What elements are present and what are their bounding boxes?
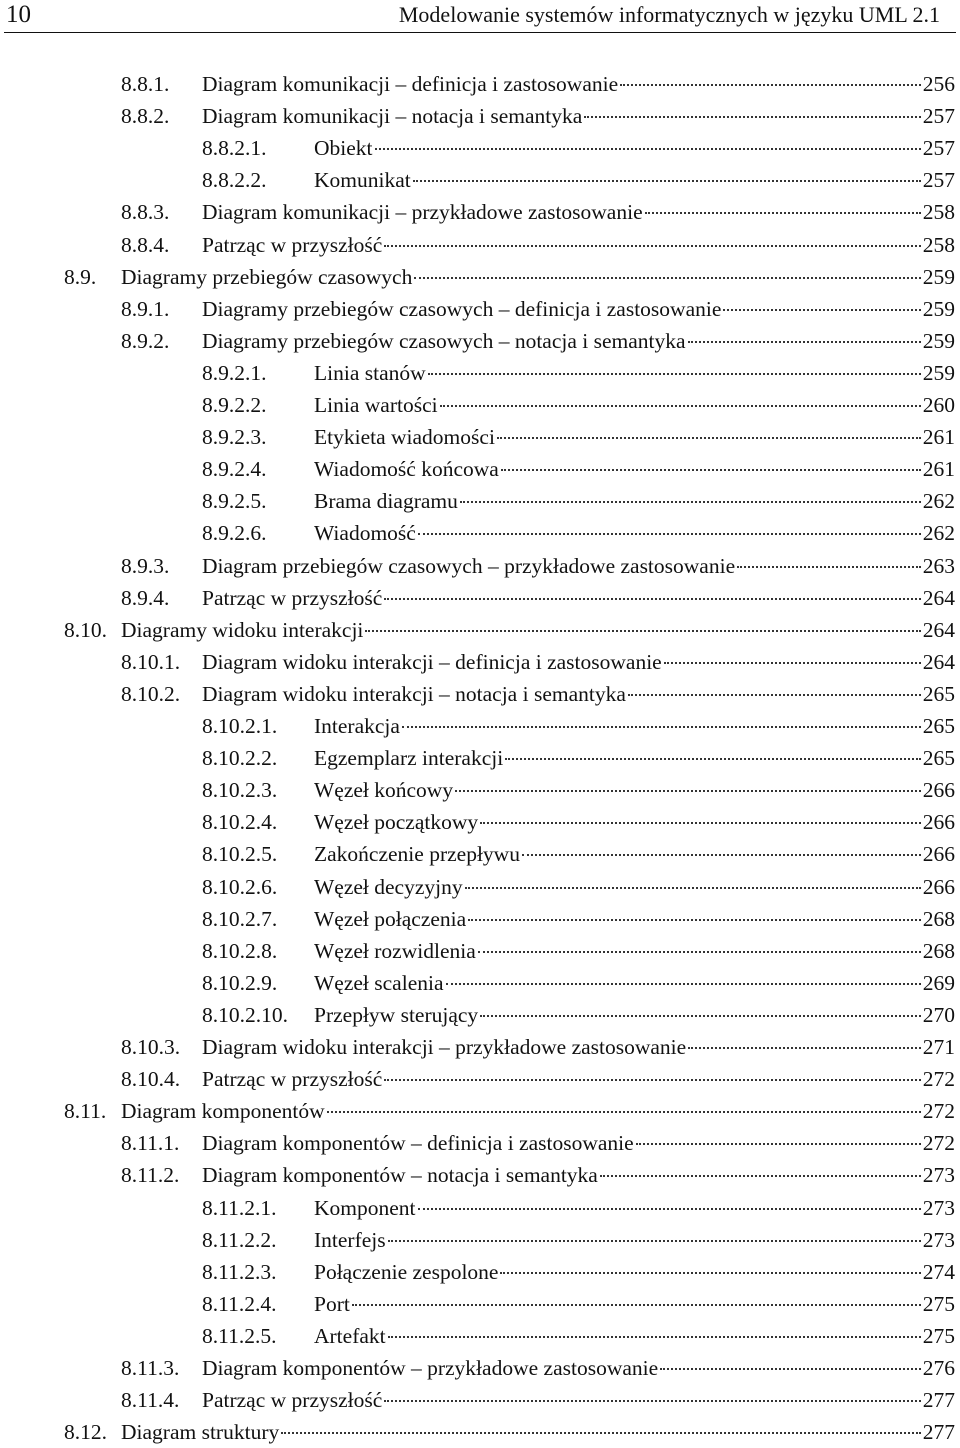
toc-entry-page: 265: [922, 746, 955, 771]
toc-entry[interactable]: [202, 806, 955, 838]
toc-entry-number: 8.9.2.6.: [202, 521, 267, 546]
toc-dot-leader: [628, 694, 921, 696]
toc-entry-page: 261: [922, 425, 955, 450]
toc-entry[interactable]: [202, 1224, 955, 1256]
toc-entry-number: 8.8.2.2.: [202, 168, 267, 193]
toc-entry[interactable]: [121, 293, 955, 325]
toc-dot-leader: [402, 726, 921, 728]
toc-entry[interactable]: [121, 1127, 955, 1159]
toc-entry[interactable]: [202, 132, 955, 164]
toc-entry-title: Połączenie zespolone: [314, 1259, 499, 1284]
toc-entry-page: 266: [922, 810, 955, 835]
toc-entry-title: Diagram struktury: [121, 1420, 280, 1445]
toc-dot-leader: [388, 1336, 921, 1338]
toc-entry[interactable]: [202, 871, 955, 903]
toc-entry-number: 8.10.2.3.: [202, 778, 278, 803]
toc-entry-page: 275: [922, 1291, 955, 1316]
toc-entry[interactable]: [202, 453, 955, 485]
toc-entry[interactable]: [202, 517, 955, 549]
toc-entry[interactable]: [121, 678, 955, 710]
toc-entry[interactable]: [121, 100, 955, 132]
toc-dot-leader: [414, 277, 920, 279]
toc-entry-number: 8.11.2.1.: [202, 1195, 277, 1220]
toc-entry-title: Wiadomość końcowa: [314, 457, 499, 482]
toc-entry-title: Linia stanów: [314, 360, 426, 385]
toc-entry[interactable]: [121, 1352, 955, 1384]
toc-entry-title: Diagram komponentów – definicja i zastosowanie: [202, 1131, 634, 1156]
toc-entry-page: 258: [922, 200, 955, 225]
toc-entry-page: 264: [922, 585, 955, 610]
toc-entry-page: 271: [922, 1035, 955, 1059]
toc-entry-page: 272: [922, 1099, 955, 1124]
toc-dot-leader: [413, 180, 921, 182]
toc-entry[interactable]: [121, 325, 955, 357]
toc-entry-page: 259: [922, 360, 955, 385]
toc-entry-number: 8.10.2.8.: [202, 938, 278, 963]
toc-entry-page: 272: [922, 1131, 955, 1156]
toc-entry-number: 8.9.2.4.: [202, 457, 267, 482]
toc-entry-number: 8.11.2.4.: [202, 1291, 277, 1316]
toc-entry-page: 262: [922, 521, 955, 546]
toc-entry[interactable]: [202, 999, 955, 1031]
toc-entry-title: Patrząc w przyszłość: [202, 1067, 383, 1092]
toc-entry-page: 268: [922, 938, 955, 963]
toc-entry-number: 8.10.2.6.: [202, 874, 278, 899]
toc-entry[interactable]: [202, 935, 955, 967]
toc-entry-title: Diagram komponentów – przykładowe zastosowanie: [202, 1356, 659, 1380]
toc-entry[interactable]: [121, 196, 955, 228]
toc-entry-title: Diagram komunikacji – notacja i semantyka: [202, 104, 583, 129]
toc-entry-page: 270: [922, 1002, 955, 1027]
toc-entry-number: 8.9.2.5.: [202, 489, 267, 514]
toc-entry-title: Interakcja: [314, 714, 400, 738]
toc-dot-leader: [327, 1111, 921, 1113]
toc-entry-page: 257: [922, 168, 955, 193]
toc-entry-page: 259: [922, 264, 955, 289]
toc-entry-number: 8.10.4.: [121, 1067, 181, 1092]
toc-entry-title: Diagram widoku interakcji – przykładowe zastosowanie: [202, 1035, 687, 1059]
toc-entry[interactable]: [202, 485, 955, 517]
toc-entry-number: 8.11.4.: [121, 1388, 180, 1413]
toc-entry-page: 266: [922, 778, 955, 803]
toc-entry[interactable]: [202, 774, 955, 806]
toc-dot-leader: [660, 1368, 921, 1370]
toc-entry-title: Węzeł końcowy: [314, 778, 454, 803]
toc-entry-number: 8.10.: [64, 617, 107, 642]
toc-entry-title: Brama diagramu: [314, 489, 458, 514]
toc-entry-number: 8.9.3.: [121, 553, 170, 578]
toc-entry-number: 8.12.: [64, 1420, 107, 1445]
toc-entry-title: Diagram komponentów – notacja i semantyka: [202, 1163, 598, 1188]
toc-dot-leader: [281, 1432, 921, 1434]
toc-entry[interactable]: [121, 1063, 955, 1095]
toc-entry[interactable]: [64, 614, 955, 646]
toc-entry[interactable]: [202, 357, 955, 389]
toc-entry-title: Węzeł scalenia: [314, 970, 444, 995]
toc-entry-title: Diagram komunikacji – przykładowe zastosowanie: [202, 200, 643, 225]
toc-entry-number: 8.9.2.1.: [202, 360, 267, 385]
toc-dot-leader: [636, 1143, 921, 1145]
page-header: [0, 0, 960, 34]
toc-entry-page: 261: [922, 457, 955, 482]
toc-dot-leader: [384, 598, 920, 600]
toc-entry[interactable]: [202, 164, 955, 196]
toc-entry[interactable]: [202, 742, 955, 774]
toc-dot-leader: [440, 405, 921, 407]
toc-entry[interactable]: [202, 1288, 955, 1320]
toc-entry-number: 8.8.2.1.: [202, 136, 267, 161]
toc-dot-leader: [505, 758, 921, 760]
toc-entry-title: Patrząc w przyszłość: [202, 585, 383, 610]
toc-entry-title: Linia wartości: [314, 393, 438, 417]
toc-entry-page: 272: [922, 1067, 955, 1092]
toc-entry[interactable]: [121, 68, 955, 100]
toc-dot-leader: [384, 1079, 920, 1081]
toc-entry[interactable]: [202, 1192, 955, 1224]
toc-entry[interactable]: [121, 229, 955, 261]
toc-dot-leader: [723, 309, 920, 311]
toc-dot-leader: [455, 790, 921, 792]
toc-entry-number: 8.10.2.5.: [202, 842, 278, 867]
toc-entry-page: 260: [922, 393, 955, 417]
toc-dot-leader: [737, 566, 921, 568]
toc-entry-number: 8.9.2.: [121, 328, 170, 353]
toc-entry-page: 259: [922, 296, 955, 321]
toc-entry-title: Diagram widoku interakcji – notacja i semantyka: [202, 681, 626, 706]
toc-entry-title: Węzeł połączenia: [314, 906, 467, 931]
toc-entry-number: 8.11.2.5.: [202, 1323, 277, 1348]
toc-entry-number: 8.10.2.4.: [202, 810, 278, 835]
toc-entry-number: 8.10.1.: [121, 649, 181, 674]
toc-entry-title: Artefakt: [314, 1323, 386, 1348]
toc-dot-leader: [688, 341, 921, 343]
toc-entry-number: 8.10.2.1.: [202, 714, 278, 738]
toc-entry-number: 8.9.4.: [121, 585, 170, 610]
toc-dot-leader: [600, 1175, 921, 1177]
toc-entry-page: 274: [922, 1259, 955, 1284]
toc-dot-leader: [497, 437, 921, 439]
toc-dot-leader: [388, 1240, 921, 1242]
toc-entry-number: 8.10.2.2.: [202, 746, 278, 771]
toc-dot-leader: [468, 919, 921, 921]
toc-entry-title: Wiadomość: [314, 521, 416, 546]
toc-entry-number: 8.10.2.9.: [202, 970, 278, 995]
toc-entry[interactable]: [121, 1031, 955, 1063]
toc-entry-page: 258: [922, 232, 955, 257]
toc-entry-title: Komponent: [314, 1195, 416, 1220]
toc-entry-page: 262: [922, 489, 955, 514]
toc-entry-title: Interfejs: [314, 1227, 386, 1252]
toc-dot-leader: [480, 1015, 921, 1017]
toc-dot-leader: [428, 373, 921, 375]
toc-dot-leader: [501, 469, 921, 471]
toc-entry-number: 8.9.1.: [121, 296, 170, 321]
toc-entry[interactable]: [64, 261, 955, 293]
toc-entry-page: 277: [922, 1420, 955, 1445]
toc-entry-number: 8.10.2.7.: [202, 906, 278, 931]
toc-entry-title: Przepływ sterujący: [314, 1002, 479, 1027]
toc-entry-number: 8.8.2.: [121, 104, 170, 129]
toc-entry-page: 268: [922, 906, 955, 931]
toc-entry-page: 257: [922, 104, 955, 129]
toc-entry-title: Egzemplarz interakcji: [314, 746, 504, 771]
toc-entry[interactable]: [121, 1384, 955, 1416]
toc-entry-number: 8.9.: [64, 264, 97, 289]
toc-entry-page: 276: [922, 1356, 955, 1380]
toc-entry[interactable]: [202, 903, 955, 935]
toc-entry-page: 257: [922, 136, 955, 161]
toc-entry-number: 8.9.2.2.: [202, 393, 267, 417]
toc-entry-number: 8.11.2.: [121, 1163, 180, 1188]
toc-entry-page: 264: [922, 649, 955, 674]
toc-entry-number: 8.11.3.: [121, 1356, 180, 1380]
toc-dot-leader: [352, 1304, 921, 1306]
toc-dot-leader: [418, 1208, 921, 1210]
toc-dot-leader: [375, 148, 921, 150]
toc-dot-leader: [688, 1047, 921, 1049]
toc-entry-title: Komunikat: [314, 168, 411, 193]
toc-dot-leader: [384, 245, 920, 247]
toc-entry-title: Patrząc w przyszłość: [202, 1388, 383, 1413]
toc-entry[interactable]: [121, 550, 955, 582]
toc-entry-number: 8.11.2.3.: [202, 1259, 277, 1284]
toc-entry-title: Diagram przebiegów czasowych – przykładowe zastosowanie: [202, 553, 736, 578]
toc-entry-title: Diagram komunikacji – definicja i zastosowanie: [202, 72, 619, 96]
header-rule: [4, 32, 956, 33]
toc-entry-title: Diagram widoku interakcji – definicja i zastosowanie: [202, 649, 662, 674]
toc-entry-title: Patrząc w przyszłość: [202, 232, 383, 257]
toc-dot-leader: [460, 501, 921, 503]
toc-entry[interactable]: [64, 1095, 955, 1127]
toc-entry-title: Port: [314, 1291, 350, 1316]
toc-entry-number: 8.10.3.: [121, 1035, 181, 1059]
toc-dot-leader: [365, 630, 920, 632]
toc-entry-page: 265: [922, 681, 955, 706]
toc-dot-leader: [446, 983, 921, 985]
toc-entry-title: Diagram komponentów: [121, 1099, 325, 1124]
toc-dot-leader: [500, 1272, 920, 1274]
toc-entry-title: Węzeł początkowy: [314, 810, 479, 835]
toc-dot-leader: [478, 951, 921, 953]
toc-entry-number: 8.10.2.: [121, 681, 181, 706]
toc-entry-page: 273: [922, 1163, 955, 1188]
toc-entry[interactable]: [202, 421, 955, 453]
toc-entry-page: 266: [922, 842, 955, 867]
toc-entry-title: Diagramy przebiegów czasowych – definicja i zastosowanie: [202, 296, 722, 321]
toc-entry-page: 269: [922, 970, 955, 995]
toc-entry-number: 8.11.2.2.: [202, 1227, 277, 1252]
toc-entry-number: 8.10.2.10.: [202, 1002, 288, 1027]
toc-dot-leader: [584, 116, 920, 118]
running-title: Modelowanie systemów informatycznych w języku UML 2.1: [398, 2, 940, 27]
toc-entry[interactable]: [202, 389, 955, 421]
toc-entry-title: Diagramy przebiegów czasowych: [121, 264, 413, 289]
toc-entry-number: 8.11.1.: [121, 1131, 180, 1156]
toc-dot-leader: [664, 662, 921, 664]
toc-entry[interactable]: [64, 1416, 955, 1448]
toc-entry-number: 8.9.2.3.: [202, 425, 267, 450]
toc-entry[interactable]: [202, 1256, 955, 1288]
toc-dot-leader: [418, 533, 921, 535]
toc-entry-number: 8.11.: [64, 1099, 107, 1124]
toc-entry-title: Węzeł rozwidlenia: [314, 938, 476, 963]
toc-dot-leader: [465, 887, 921, 889]
toc-entry[interactable]: [202, 838, 955, 870]
toc-entry-page: 273: [922, 1195, 955, 1220]
toc-entry-title: Zakończenie przepływu: [314, 842, 520, 867]
toc-entry-number: 8.8.3.: [121, 200, 170, 225]
toc-entry[interactable]: [121, 1159, 955, 1191]
toc-entry-page: 265: [922, 714, 955, 738]
toc-dot-leader: [522, 854, 921, 856]
toc-entry-page: 273: [922, 1227, 955, 1252]
toc-dot-leader: [620, 84, 921, 86]
toc-entry-title: Obiekt: [314, 136, 373, 161]
page-number: 10: [6, 1, 31, 28]
toc-entry-page: 275: [922, 1323, 955, 1348]
toc-entry-title: Diagramy widoku interakcji: [121, 617, 364, 642]
toc-entry-page: 277: [922, 1388, 955, 1413]
toc-entry-page: 256: [922, 72, 955, 96]
toc-entry[interactable]: [202, 967, 955, 999]
toc-entry-page: 259: [922, 328, 955, 353]
toc-entry[interactable]: [121, 582, 955, 614]
toc-dot-leader: [384, 1400, 920, 1402]
toc-entry[interactable]: [121, 646, 955, 678]
toc-entry-title: Węzeł decyzyjny: [314, 874, 463, 899]
toc-entry-number: 8.8.4.: [121, 232, 170, 257]
toc-entry-page: 266: [922, 874, 955, 899]
toc-entry[interactable]: [202, 710, 955, 742]
toc-entry-page: 264: [922, 617, 955, 642]
toc-entry[interactable]: [202, 1320, 955, 1352]
toc-dot-leader: [480, 822, 921, 824]
toc-entry-title: Etykieta wiadomości: [314, 425, 495, 450]
toc-entry-number: 8.8.1.: [121, 72, 170, 96]
toc-dot-leader: [645, 212, 921, 214]
toc-entry-page: 263: [922, 553, 955, 578]
toc-entry-title: Diagramy przebiegów czasowych – notacja i semantyka: [202, 328, 686, 353]
